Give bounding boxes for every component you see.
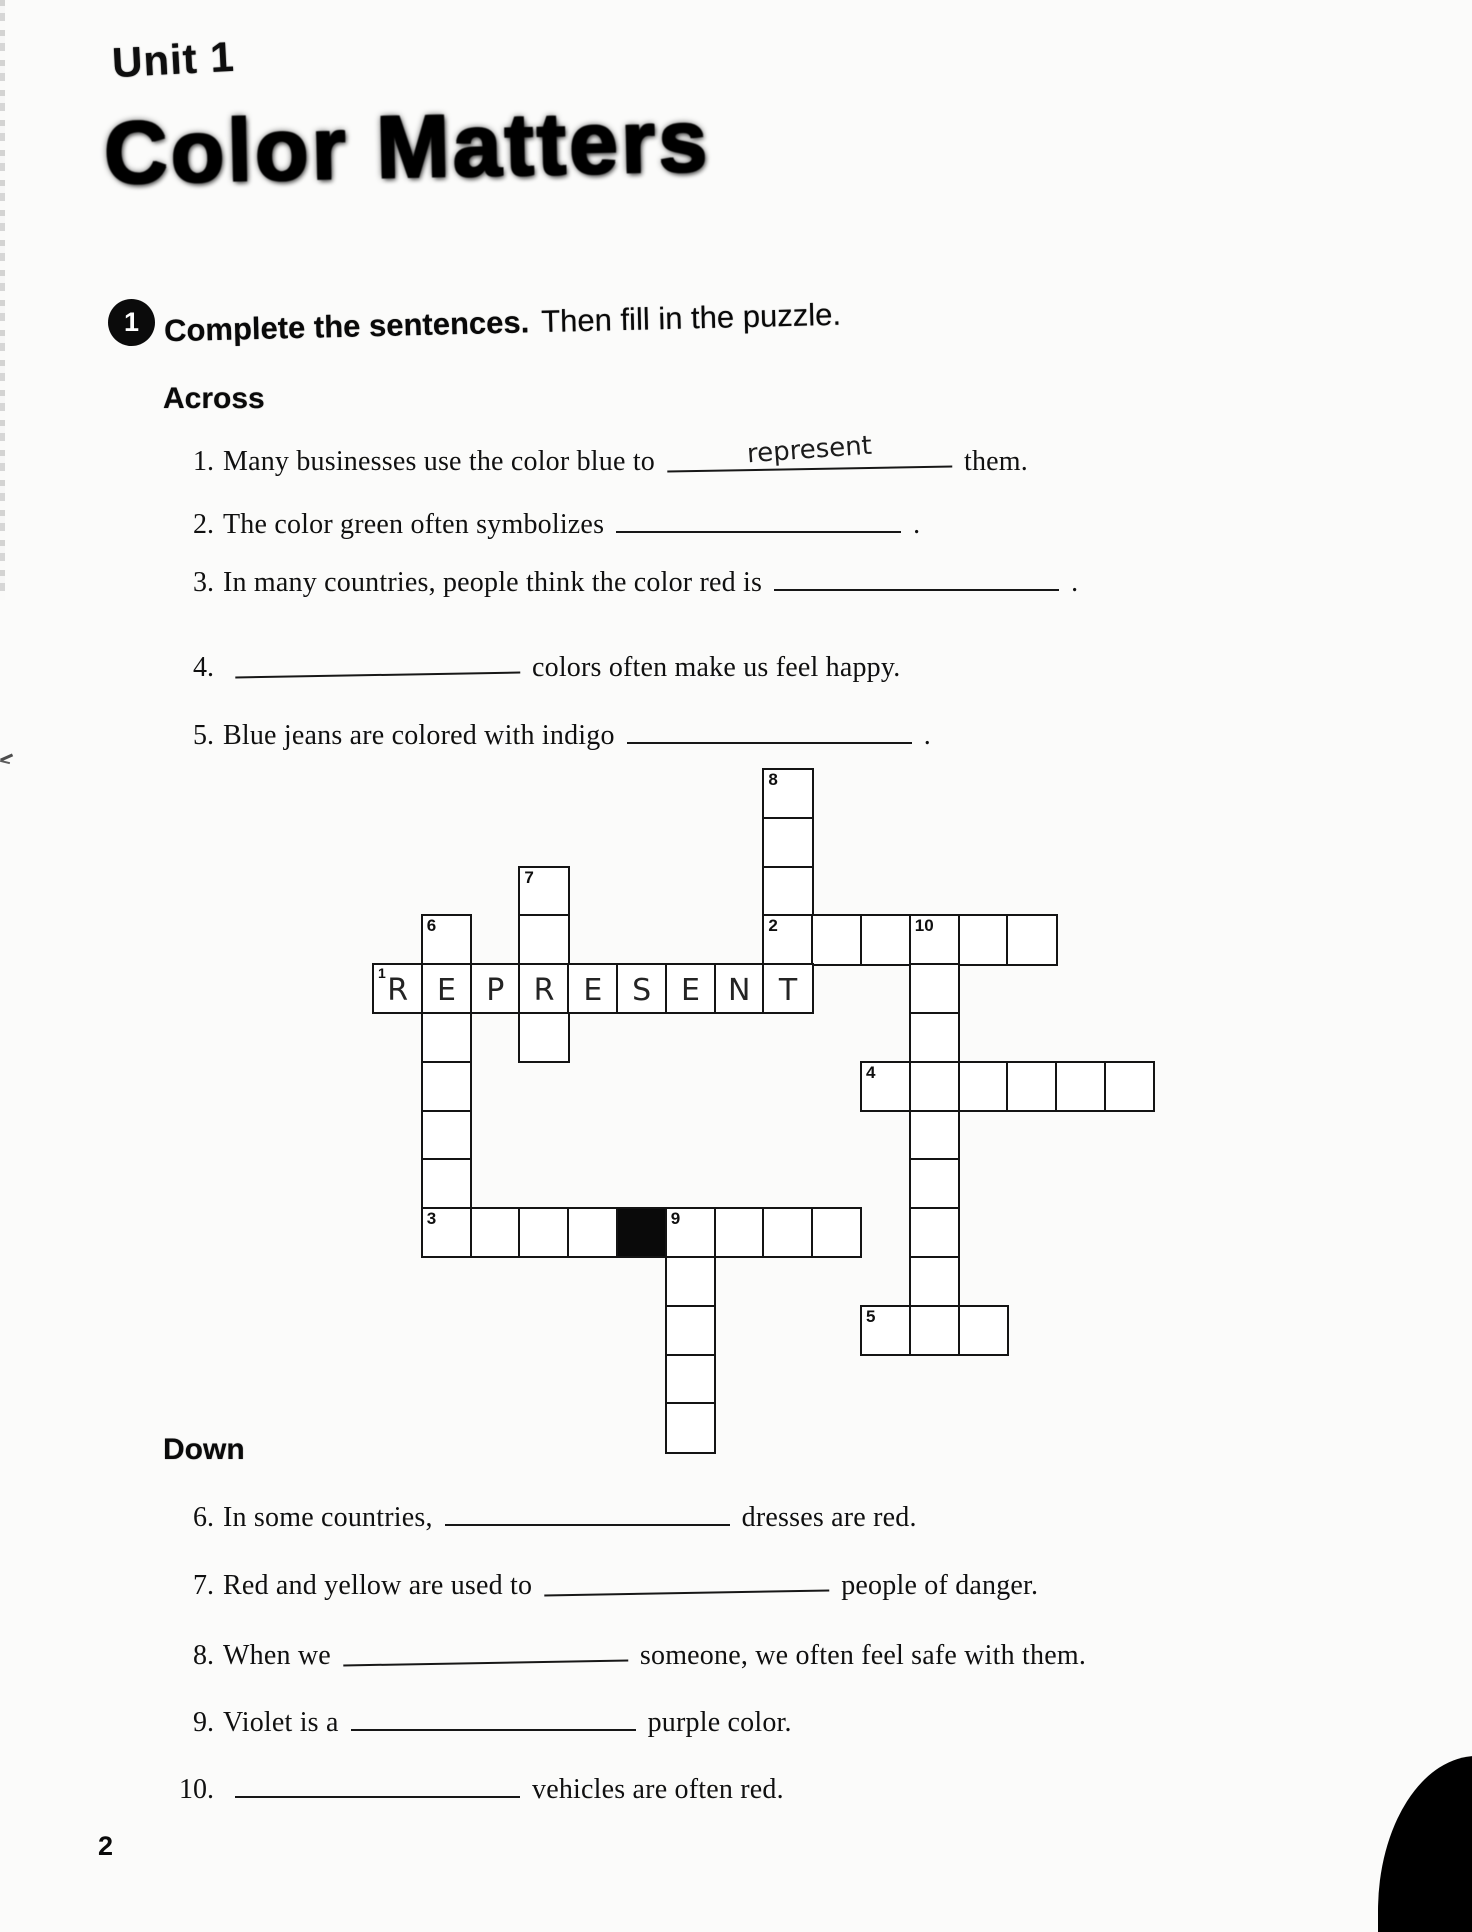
- clue-text-pre: Violet is a: [223, 1707, 339, 1738]
- clue-number: 9.: [193, 1707, 214, 1738]
- clue-number: 1.: [193, 446, 214, 477]
- puzzle-cell-number: 2: [768, 916, 778, 936]
- puzzle-cell[interactable]: [421, 1012, 472, 1063]
- across-heading: Across: [163, 382, 265, 415]
- down-clue-7: [168, 1560, 1038, 1602]
- across-clue-4: [168, 642, 900, 684]
- puzzle-cell[interactable]: [762, 817, 813, 868]
- puzzle-cell-number: 8: [768, 770, 778, 789]
- puzzle-cell[interactable]: [518, 1012, 569, 1063]
- puzzle-cell[interactable]: [665, 1207, 716, 1258]
- clue-text-pre: Red and yellow are used to: [223, 1570, 533, 1601]
- puzzle-cell[interactable]: [1006, 914, 1057, 965]
- answer-blank[interactable]: [627, 710, 912, 744]
- puzzle-cell-letter: R: [387, 972, 409, 1008]
- puzzle-cell-number: 3: [426, 1209, 437, 1229]
- puzzle-cell[interactable]: [518, 866, 569, 917]
- puzzle-cell[interactable]: [909, 1207, 960, 1258]
- puzzle-blocked-cell: [616, 1207, 667, 1258]
- clue-number: 3.: [193, 567, 214, 598]
- answer-blank[interactable]: [445, 1492, 730, 1526]
- puzzle-cell[interactable]: [567, 963, 618, 1014]
- page-number: 2: [98, 1831, 114, 1861]
- puzzle-cell[interactable]: [714, 963, 765, 1014]
- puzzle-cell[interactable]: [518, 914, 569, 965]
- page-title: Color Matters: [103, 90, 712, 203]
- puzzle-cell[interactable]: [762, 963, 813, 1014]
- puzzle-cell[interactable]: [714, 1207, 765, 1258]
- puzzle-cell[interactable]: [909, 1110, 960, 1161]
- across-clue-1: [168, 430, 1028, 478]
- handwritten-answer: represent: [746, 430, 873, 470]
- puzzle-cell[interactable]: [958, 1305, 1009, 1356]
- exercise-instruction: [164, 297, 842, 350]
- unit-label: Unit 1: [110, 32, 236, 87]
- puzzle-cell[interactable]: [518, 963, 569, 1014]
- puzzle-cell[interactable]: [470, 963, 521, 1014]
- puzzle-cell-letter: E: [583, 972, 603, 1008]
- clue-number: 8.: [193, 1640, 214, 1671]
- puzzle-cell[interactable]: [1006, 1061, 1057, 1112]
- puzzle-cell[interactable]: [909, 1158, 960, 1209]
- puzzle-cell-letter: R: [533, 972, 555, 1008]
- clue-text-post: them.: [964, 446, 1028, 477]
- puzzle-cell[interactable]: [909, 914, 960, 965]
- puzzle-cell[interactable]: [665, 1402, 716, 1453]
- puzzle-cell[interactable]: [762, 914, 813, 965]
- puzzle-cell[interactable]: [567, 1207, 618, 1258]
- answer-blank[interactable]: [544, 1558, 830, 1597]
- puzzle-cell[interactable]: [762, 1207, 813, 1258]
- clue-text-post: vehicles are often red.: [532, 1774, 784, 1805]
- exercise-number-badge: [108, 299, 155, 346]
- puzzle-cell[interactable]: [860, 1305, 911, 1356]
- puzzle-cell[interactable]: [470, 1207, 521, 1258]
- answer-blank[interactable]: [351, 1697, 636, 1731]
- across-clue-2: [168, 499, 920, 541]
- margin-scribble-mark: [0, 750, 16, 768]
- puzzle-cell[interactable]: [860, 914, 911, 965]
- puzzle-cell-letter: S: [632, 972, 652, 1008]
- clue-text-post: colors often make us feel happy.: [532, 652, 901, 683]
- answer-blank[interactable]: [343, 1628, 629, 1667]
- handwritten-answer: [616, 521, 901, 536]
- answer-blank[interactable]: [667, 430, 953, 473]
- clue-text-post: purple color.: [647, 1707, 792, 1738]
- puzzle-cell[interactable]: [909, 1012, 960, 1063]
- clue-number: 6.: [193, 1502, 214, 1533]
- handwritten-answer: [774, 579, 1059, 594]
- puzzle-cell-number: 7: [524, 867, 534, 887]
- puzzle-cell[interactable]: [665, 1305, 716, 1356]
- puzzle-cell[interactable]: [1104, 1061, 1155, 1112]
- handwritten-answer: [445, 1514, 730, 1529]
- down-clue-9: [168, 1697, 792, 1739]
- across-clue-5: [168, 710, 931, 752]
- puzzle-cell-number: 5: [866, 1306, 876, 1326]
- clue-text-post: .: [923, 720, 931, 751]
- clue-number: 7.: [193, 1570, 214, 1601]
- clue-number: 10.: [179, 1774, 214, 1805]
- puzzle-cell[interactable]: [665, 963, 716, 1014]
- puzzle-cell[interactable]: [860, 1061, 911, 1112]
- puzzle-cell-letter: E: [436, 972, 456, 1008]
- handwritten-answer: [236, 661, 520, 681]
- handwritten-answer: [343, 1649, 627, 1669]
- handwritten-answer: [351, 1719, 636, 1734]
- answer-blank[interactable]: [774, 557, 1059, 591]
- puzzle-cell[interactable]: [811, 1207, 862, 1258]
- down-heading: Down: [163, 1433, 245, 1466]
- puzzle-cell-number: 4: [866, 1062, 876, 1082]
- puzzle-cell-letter: E: [680, 972, 700, 1008]
- clue-number: 5.: [193, 720, 214, 751]
- puzzle-cell[interactable]: [909, 1061, 960, 1112]
- handwritten-answer: [545, 1579, 829, 1599]
- clue-text-pre: The color green often symbolizes: [223, 509, 605, 540]
- puzzle-cell[interactable]: [665, 1354, 716, 1405]
- answer-blank[interactable]: [235, 1764, 520, 1798]
- puzzle-cell[interactable]: [762, 768, 813, 819]
- clue-text-pre: In some countries,: [223, 1502, 433, 1533]
- answer-blank[interactable]: [235, 640, 521, 679]
- exercise-number: 1: [123, 307, 140, 337]
- puzzle-cell-number: 6: [426, 916, 437, 936]
- clue-text-post: .: [913, 509, 921, 540]
- clue-text-pre: In many countries, people think the color red is: [223, 567, 763, 598]
- puzzle-cell[interactable]: [421, 1110, 472, 1161]
- puzzle-cell[interactable]: [909, 1256, 960, 1307]
- instruction-rest: Then fill in the puzzle.: [540, 296, 842, 340]
- clue-text-pre: Blue jeans are colored with indigo: [223, 720, 615, 751]
- down-clue-10: [168, 1764, 784, 1806]
- puzzle-cell[interactable]: [1055, 1061, 1106, 1112]
- down-clue-8: [168, 1630, 1086, 1672]
- clue-text-pre: When we: [223, 1640, 331, 1671]
- puzzle-cell[interactable]: [958, 914, 1009, 965]
- instruction-bold: Complete the sentences.: [163, 304, 530, 349]
- puzzle-cell-number: 1: [378, 965, 386, 982]
- puzzle-cell[interactable]: [909, 963, 960, 1014]
- puzzle-cell[interactable]: [909, 1305, 960, 1356]
- puzzle-cell[interactable]: [811, 914, 862, 965]
- answer-blank[interactable]: [616, 499, 901, 533]
- puzzle-cell[interactable]: [421, 1158, 472, 1209]
- puzzle-cell[interactable]: [421, 1061, 472, 1112]
- clue-text-pre: Many businesses use the color blue to: [223, 446, 655, 477]
- clue-number: 4.: [193, 652, 214, 683]
- across-clue-3: [168, 557, 1078, 599]
- puzzle-cell-letter: T: [778, 972, 798, 1008]
- puzzle-cell[interactable]: [958, 1061, 1009, 1112]
- clue-text-post: dresses are red.: [741, 1502, 917, 1533]
- puzzle-cell-number: 10: [914, 916, 934, 936]
- puzzle-cell[interactable]: [518, 1207, 569, 1258]
- puzzle-cell[interactable]: [665, 1256, 716, 1307]
- clue-number: 2.: [193, 509, 214, 540]
- puzzle-cell[interactable]: [421, 963, 472, 1014]
- puzzle-cell-letter: P: [486, 972, 505, 1008]
- down-clue-6: [168, 1492, 917, 1534]
- puzzle-cell-letter: N: [728, 972, 751, 1008]
- handwritten-answer: [627, 732, 912, 747]
- puzzle-cell[interactable]: [421, 1207, 472, 1258]
- scan-corner-shadow: [1378, 1756, 1472, 1932]
- clue-text-post: people of danger.: [841, 1570, 1039, 1601]
- puzzle-cell[interactable]: [616, 963, 667, 1014]
- puzzle-cell[interactable]: [762, 866, 813, 917]
- clue-text-post: someone, we often feel safe with them.: [639, 1640, 1087, 1671]
- handwritten-answer: [235, 1786, 520, 1801]
- scan-edge-artifact: [0, 0, 5, 600]
- puzzle-cell-number: 9: [670, 1209, 681, 1229]
- puzzle-cell[interactable]: [372, 963, 423, 1014]
- puzzle-cell[interactable]: [421, 914, 472, 965]
- clue-text-post: .: [1071, 567, 1079, 598]
